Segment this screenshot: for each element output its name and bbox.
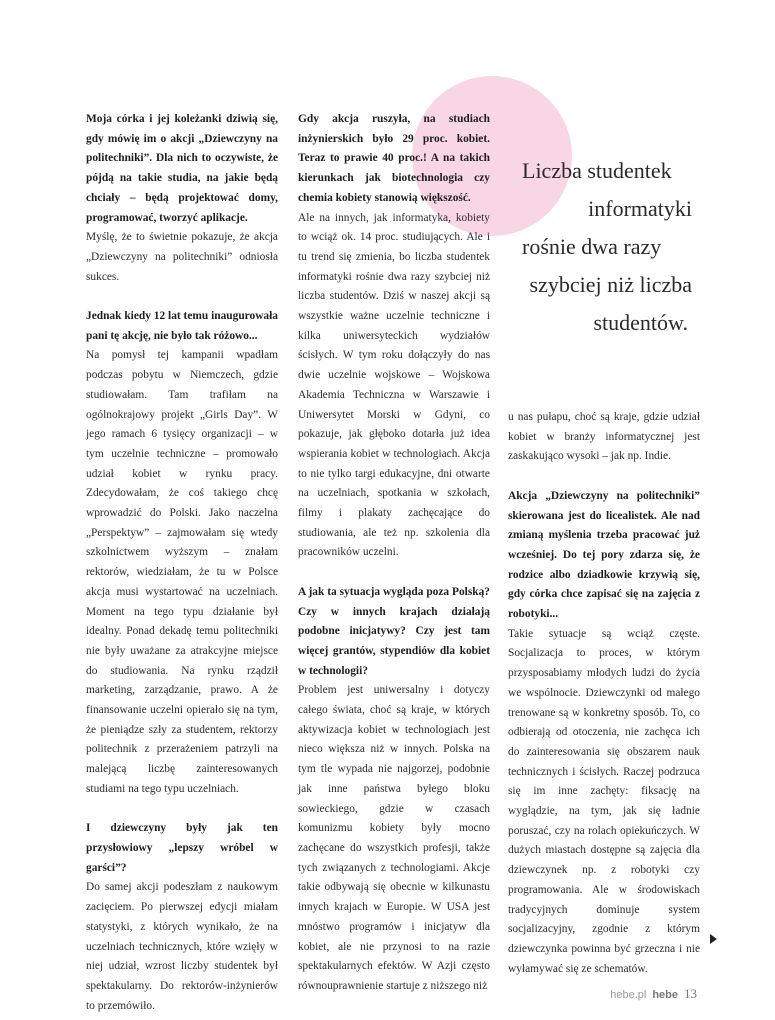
pull-quote-line: informatyki: [588, 196, 692, 221]
page-footer: [610, 986, 697, 1002]
paragraph-gap: [298, 563, 490, 583]
paragraph-gap: [86, 287, 278, 307]
footer-site: hebe.pl: [610, 989, 647, 1001]
body-paragraph: Takie sytuacje są wciąż częste. Socjalizacja to proces, w którym przysposabiamy młodych ludzi do życia we wspólnocie. Dziewczynki od małego trenowane są w konkretny sposób. To, co odbierają od otoczenia, nie zachęca ich do zainteresowania się obszarem nauk technicznych i ścisłych. Raczej podrzuca się im inne zachęty: fiksację na wyglądzie, na tym, jak się ładnie poruszać, czy na rolach opiekuńczych. W dużych miastach dostępne są zajęcia dla dziewczynek np. z robotyki czy programowania. Ale w środowiskach tradycyjnych dominuje system socjalizacyjny, zgodnie z którym dziewczynka powinna być grzeczna i nie wyłamywać się ze schematów.: [508, 627, 700, 975]
paragraph-gap: [86, 800, 278, 820]
lead-paragraph: Gdy akcja ruszyła, na studiach inżynierskich było 29 proc. kobiet. Teraz to prawie 40 proc.! A na takich kierunkach jak biotechnologia czy chemia kobiety stanowią większość.: [298, 113, 490, 204]
lead-paragraph: Moja córka i jej koleżanki dziwią się, gdy mówię im o akcji „Dziewczyny na politechniki”. Dla nich to oczywiste, że pójdą na takie studia, na jakie będą chciały – będą projektować domy, programować, tworzyć aplikacje.: [86, 113, 278, 224]
paragraph-gap: [508, 467, 700, 487]
body-paragraph: u nas pułapu, choć są kraje, gdzie udział kobiet w branży informatycznej jest zaskakująco wysoki – jak np. Indie.: [508, 411, 700, 463]
body-paragraph: Na pomysł tej kampanii wpadłam podczas pobytu w Niemczech, gdzie studiowałam. Tam trafiłam na ogólnokrajowy projekt „Girls Day”. W jego ramach 6 tysięcy organizacji – w tym uczelnie techniczne – promowało udział kobiet w rynku pracy. Zdecydowałam, że coś takiego chcę wprowadzić do Polski. Jako naczelna „Perspektyw” – zajmowałam się wtedy szkolnictwem wyższym – znałam rektorów, wiedziałam, że tu w Polsce akcja musi wystartować na uczelniach. Moment na tego typu działanie był idealny. Ponad dekadę temu politechniki nie były uważane za atrakcyjne miejsce do studiowania. Na rynku rządził marketing, zarządzanie, prawo. A że finansowanie uczelni opierało się na tym, że pieniądze szły za studentem, rektorzy politechnik z przerażeniem patrzyli na malejącą liczbę zainteresowanych studiami na tego typu uczelniach.: [86, 349, 278, 795]
interview-question: Jednak kiedy 12 lat temu inaugurowała pani tę akcję, nie było tak różowo...: [86, 310, 278, 342]
body-paragraph: Myślę, że to świetnie pokazuje, że akcja „Dziewczyny na politechniki” odniosła sukces.: [86, 231, 278, 283]
interview-question: A jak ta sytuacja wygląda poza Polską? Czy w innych krajach działają podobne inicjatywy? Czy jest tam więcej grantów, stypendiów dla kobiet w technologii?: [298, 585, 490, 677]
arrow-right-icon: [710, 934, 717, 944]
article-column-3: [508, 408, 700, 979]
body-paragraph: Ale na innych, jak informatyka, kobiety to wciąż ok. 14 proc. studiujących. Ale i tu trend się zmienia, bo liczba studentek informatyki rośnie dwa razy szybciej niż liczba studentów. Dziś w naszej akcji są wszystkie ważne uczelnie techniczne i kilka uniwersyteckich wydziałów ścisłych. W tym roku dołączyły do nas dwie uczelnie wojskowe – Wojskowa Akademia Techniczna w Warszawie i Uniwersytet Morski w Gdyni, co pokazuje, jak głęboko dotarła już idea wspierania kobiet w technologiach. Akcja to nie tylko targi edukacyjne, dni otwarte na uczelniach, spotkania w szkołach, filmy i plakaty zachęcające do studiowania, ale też np. szkolenia dla pracowników uczelni.: [298, 211, 490, 559]
pull-quote-line: szybciej niż liczba: [529, 272, 692, 297]
footer-brand: hebe: [652, 989, 678, 1001]
pull-quote: [522, 152, 692, 342]
article-column-2: [298, 110, 490, 997]
interview-question: I dziewczyny były jak ten przysłowiowy „lepszy wróbel w garści”?: [86, 822, 278, 874]
body-paragraph: Problem jest uniwersalny i dotyczy całego świata, choć są kraje, w których aktywizacja kobiet w technologiach jest nieco większa niż w innych. Polska na tym tle wypada nie najgorzej, podobnie jak inne państwa byłego bloku sowieckiego, gdzie w czasach komunizmu kobiety były mocno zachęcane do wszystkich profesji, także tych związanych z technologiami. Akcje takie odbywają się obecnie w kilkunastu innych krajach w Europie. W USA jest mnóstwo programów i inicjatyw dla kobiet, ale nie przynosi to na razie spektakularnych efektów. W Azji często równouprawnienie startuje z niższego niż: [298, 684, 490, 992]
pull-quote-line: studentów.: [593, 310, 688, 335]
pull-quote-line: Liczba studentek: [522, 158, 672, 183]
interview-question: Akcja „Dziewczyny na politechniki” skierowana jest do licealistek. Ale nad zmianą myślenia trzeba pracować już wcześniej. Do tej pory zdarza się, że rodzice albo dziadkowie krzywią się, gdy córka chce zapisać się na zajęcia z robotyki...: [508, 489, 700, 621]
body-paragraph: Do samej akcji podeszłam z naukowym zacięciem. Po pierwszej edycji miałam statystyki, z których wynikało, że na uczelniach technicznych, które wzięły w niej udział, wzrost liczby studentek był spektakularny. Do rektorów-inżynierów to przemówiło.: [86, 881, 278, 1012]
page-number: 13: [684, 986, 697, 1001]
article-column-1: [86, 110, 278, 1016]
pull-quote-line: rośnie dwa razy: [522, 234, 662, 259]
